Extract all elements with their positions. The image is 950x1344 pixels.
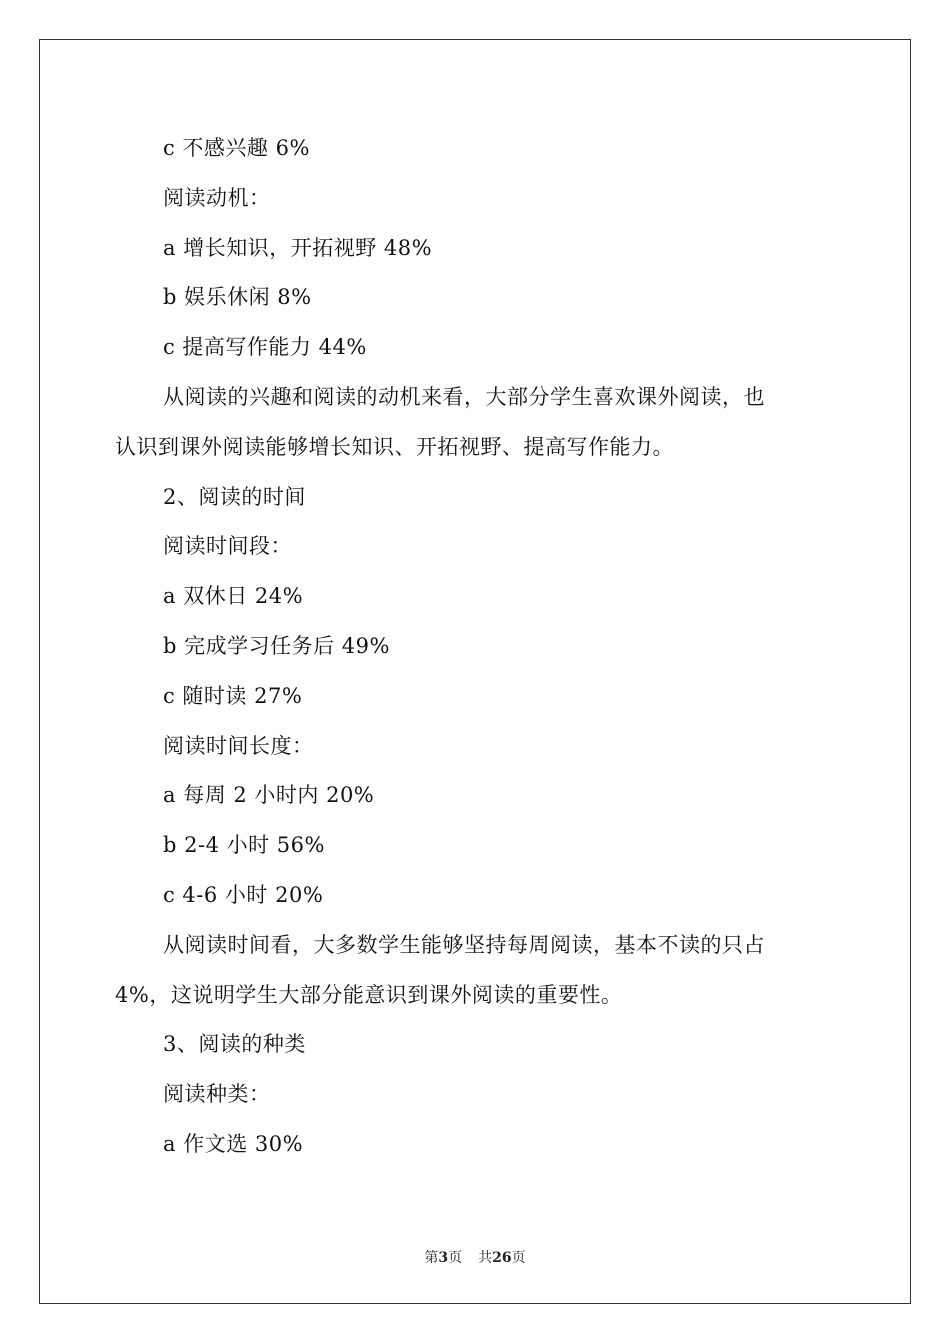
list-item: b 娱乐休闲 8%	[163, 285, 312, 310]
section-label: 阅读时间段：	[163, 534, 292, 559]
total-pages: 26	[492, 1250, 512, 1266]
paragraph-line: 4%，这说明学生大部分能意识到课外阅读的重要性。	[115, 982, 623, 1007]
list-item: c 提高写作能力 44%	[163, 335, 367, 360]
list-item: b 2-4 小时 56%	[163, 833, 325, 858]
page-prefix: 第	[424, 1250, 439, 1266]
section-heading: 2、阅读的时间	[163, 484, 306, 509]
total-suffix: 页	[511, 1250, 526, 1266]
list-item: a 双休日 24%	[163, 584, 304, 609]
total-prefix: 共	[478, 1250, 493, 1266]
list-item: a 增长知识，开拓视野 48%	[163, 235, 433, 260]
document-body	[115, 124, 837, 1170]
list-item: c 4-6 小时 20%	[163, 882, 324, 907]
paragraph-line: 从阅读时间看，大多数学生能够坚持每周阅读，基本不读的只占	[163, 932, 765, 957]
section-heading: 3、阅读的种类	[163, 1032, 306, 1057]
page-number: 3	[438, 1250, 449, 1266]
paragraph-line: 认识到课外阅读能够增长知识、开拓视野、提高写作能力。	[115, 434, 674, 459]
page-suffix: 页	[448, 1250, 463, 1266]
list-item: a 作文选 30%	[163, 1131, 304, 1156]
section-label: 阅读种类：	[163, 1082, 271, 1107]
page-footer	[0, 1247, 950, 1267]
list-item: c 随时读 27%	[163, 683, 303, 708]
section-label: 阅读时间长度：	[163, 733, 314, 758]
list-item: b 完成学习任务后 49%	[163, 633, 390, 658]
section-label: 阅读动机：	[163, 185, 271, 210]
text-line: c 不感兴趣 6%	[163, 136, 310, 160]
paragraph-line: 从阅读的兴趣和阅读的动机来看，大部分学生喜欢课外阅读，也	[163, 384, 765, 409]
list-item: a 每周 2 小时内 20%	[163, 783, 375, 808]
